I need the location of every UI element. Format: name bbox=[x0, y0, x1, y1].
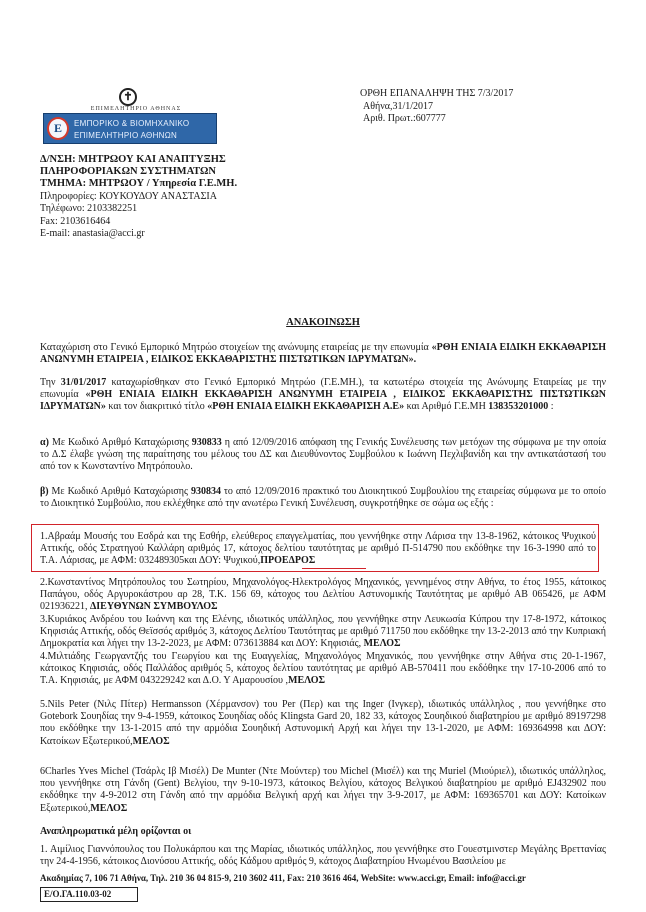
text: Με Κωδικό Αριθμό Καταχώρισης bbox=[48, 437, 192, 448]
item-label: β) bbox=[40, 486, 49, 497]
member-text: 1.Αβραάμ Μουσής του Εσδρά και της Εσθήρ, ελεύθερος επαγγελματίας, που γεννήθηκε στην Λάρισα την 13-8-1962, κάτοικος Ψυχικού Αττικής, οδός Στρατηγού Καλλάρη αριθμός 17, κάτοχος δελτίου ταυτότητας με αριθμό Π-514790 που εκδόθηκε την 16-3-1990 από το Τ.Α. Λάρισας, με ΑΦΜ: 032489305και ΔΟΥ: Ψυχικού, bbox=[40, 531, 596, 567]
paragraph-b bbox=[40, 486, 606, 510]
member-text: 5.Nils Peter (Νιλς Πίτερ) Hermansson (Χέρμανσον) του Per (Περ) και της Inger (Ινγκερ), ιδιωτικός υπάλληλος , που γεννήθηκε στο Gotebork Σουηδίας την 9-4-1959, κάτοικος Σουηδίας οδός Klingsta Gard 20, 182 33, κάτοχος Σουηδικού διαβατηρίου με αριθμό 89197298 που εκδόθηκε την 13-1-2015 από την αρμόδια Σουηδική Αστυνομική Αρχή και λήγει την 13-1-2020, με ΑΦΜ: 169364998 και ΔΟΥ: Κατοίκων Εξωτερικού, bbox=[40, 699, 606, 747]
department-line: Δ/ΝΣΗ: ΜΗΤΡΩΟΥ ΚΑΙ ΑΝΑΠΤΥΞΗΣ bbox=[40, 154, 226, 165]
text: καταχωρίσθηκαν στο Γενικό Εμπορικό Μητρώο (Γ.Ε.ΜΗ.), τα κατωτέρω στοιχεία της Ανώνυμης Εταιρείας με την επωνυμία bbox=[40, 377, 606, 401]
chamber-small-caption: ΕΠΙΜΕΛΗΤΗΡΙΟ ΑΘΗΝΑΣ bbox=[90, 106, 182, 112]
text: το από 12/09/2016 πρακτικό του Διοικητικού Συμβουλίου της εταιρείας σύμφωνα με το οποίο το Διοικητικό Συμβούλιο, που εκλέχθηκε από την ανωτέρω Γενική Συνέλευση, συγκροτήθηκε σε σώμα ως εξής : bbox=[40, 486, 606, 510]
member-2 bbox=[40, 577, 606, 614]
contact-phone: Τηλέφωνο: 2103382251 bbox=[40, 203, 138, 215]
chamber-logo-icon: Ε bbox=[47, 117, 69, 140]
registration-code: 930833 bbox=[191, 437, 222, 448]
gemi-number: 138353201000 bbox=[488, 401, 549, 413]
member-5 bbox=[40, 699, 606, 748]
logo-line-1: ΕΜΠΟΡΙΚΟ & ΒΙΟΜΗΧΑΝΙΚΟ bbox=[74, 119, 190, 128]
member-role: ΜΕΛΟΣ bbox=[90, 802, 128, 814]
protocol-number: Αριθ. Πρωτ.:607777 bbox=[363, 113, 446, 124]
alternate-text: 1. Αιμίλιος Γιαννόπουλος του Πολυκάρπου και της Μαρίας, ιδιωτικός υπάλληλος, που γεννήθηκε στο Γουεστμινστερ Μεγάλης Βρεττανίας την 24-4-1956, κάτοικος Διονύσου Αττικής, οδός Κάδμου αριθμός 9, κάτοχος Διαβατηρίου Ηνωμένου Βασιλείου με bbox=[40, 844, 606, 868]
contact-fax: Fax: 2103616464 bbox=[40, 215, 111, 227]
member-role: ΠΡΟΕΔΡΟΣ bbox=[260, 555, 316, 567]
state-emblem-icon: ✝ bbox=[119, 88, 137, 106]
intro-paragraph bbox=[40, 342, 606, 366]
alternates-title: Αναπληρωματικά μέλη ορίζονται οι bbox=[40, 826, 192, 837]
contact-block bbox=[40, 191, 300, 240]
logo-line-2: ΕΠΙΜΕΛΗΤΗΡΙΟ ΑΘΗΝΩΝ bbox=[74, 131, 178, 140]
document-code: Ε/Ο.ΓΑ.110.03-02 bbox=[40, 887, 138, 902]
text: και Αριθμό Γ.Ε.ΜΗ bbox=[404, 401, 489, 413]
highlight-underline bbox=[302, 568, 366, 569]
alternates-heading bbox=[40, 826, 606, 838]
member-role: ΜΕΛΟΣ bbox=[363, 638, 401, 650]
registration-code: 930834 bbox=[190, 486, 221, 497]
text: Την bbox=[40, 377, 61, 388]
member-text: 3.Κυριάκος Ανδρέου του Ιωάννη και της Ελένης, ιδιωτικός υπάλληλος, που γεννήθηκε στην Λευκωσία Κύπρου την 17-8-1972, κάτοικος Κηφισιάς Αττικής, οδός Θεϊσσός αριθμός 3, κάτοχος Δελτίου Ταυτότητας με αριθμό 711750 που εκδόθηκε την 13-2-2013 από την Κυπριακή Δημοκρατία και λήγει την 13-2-2023, με ΑΦΜ: 073613884 και ΔΟΥ: Κηφισιάς, bbox=[40, 614, 606, 650]
alternate-1 bbox=[40, 844, 606, 868]
company-name: «ΡΘΗ ΕΝΙΑΙΑ ΕΙΔΙΚΗ ΕΚΚΑΘΑΡΙΣΗ ΑΝΩΝΥΜΗ ΕΤΑΙΡΕΙΑ , ΕΙΔΙΚΟΣ ΕΚΚΑΘΑΡΙΣΤΗΣ ΠΙΣΤΩΤΙΚΩΝ ΙΔΡΥΜΑΤΩΝ». bbox=[40, 342, 607, 366]
reference-block bbox=[360, 88, 610, 126]
member-role: ΜΕΛΟΣ bbox=[132, 735, 170, 747]
member-3 bbox=[40, 614, 606, 651]
intro-text: Καταχώριση στο Γενικό Εμπορικό Μητρώο στοιχείων της ανώνυμης εταιρείας με την επωνυμία bbox=[40, 342, 432, 353]
member-6 bbox=[40, 766, 606, 815]
footer-address: Ακαδημίας 7, 106 71 Αθήνα, Τηλ. 210 36 04 815-9, 210 3602 411, Fax: 210 3616 464, WebSite: www.acci.gr, Email: info@acci.gr bbox=[40, 873, 526, 883]
company-name: «ΡΘΗ ΕΝΙΑΙΑ ΕΙΔΙΚΗ ΕΚΚΑΘΑΡΙΣΗ ΑΝΩΝΥΜΗ ΕΤΑΙΡΕΙΑ , ΕΙΔΙΚΟΣ ΕΚΚΑΘΑΡΙΣΤΗΣ ΠΙΣΤΩΤΙΚΩΝ ΙΔΡΥΜΑΤΩΝ» bbox=[40, 389, 607, 413]
department-line: ΤΜΗΜΑ: ΜΗΤΡΩΟΥ / Υπηρεσία Γ.Ε.ΜΗ. bbox=[40, 178, 238, 189]
chamber-logo bbox=[43, 113, 217, 144]
text: : bbox=[548, 401, 554, 413]
member-text: 2.Κωνσταντίνος Μητρόπουλος του Σωτηρίου, Μηχανολόγος-Ηλεκτρολόγος Μηχανικός, γεννημένος στην Αθήνα, το έτος 1955, κάτοικος Παπάγου, οδός Αργυροκάστρου αρ 28, Τ.Κ. 156 69, κάτοχος του Δελτίου Αστυνομικής Ταυτότητας με αριθμό ΑΒ 065426, με ΑΦΜ 021936221, bbox=[40, 577, 606, 613]
member-text: 4.Μιλτιάδης Γεωργαντζής του Γεωργίου και της Ευαγγελίας, Μηχανολόγος Μηχανικός, που γεννήθηκε στην Αθήνα στις 20-1-1967, κάτοικος Κηφισιάς, οδός Παλλάδος αριθμός 5, κάτοχος δελτίου ταυτότητας με αριθμό ΑΒ-570411 που εκδόθηκε την 17-10-2006 από το Τ.Α. Κηφισιάς, με ΑΦΜ 043229242 και Δ.Ο. Υ Αμαρουσίου , bbox=[40, 651, 606, 687]
member-4 bbox=[40, 651, 606, 688]
text: και τον διακριτικό τίτλο bbox=[105, 401, 208, 413]
registration-paragraph bbox=[40, 377, 606, 414]
distinctive-title: «ΡΘΗ ΕΝΙΑΙΑ ΕΙΔΙΚΗ ΕΚΚΑΘΑΡΙΣΗ Α.Ε» bbox=[207, 401, 405, 413]
correction-notice: ΟΡΘΗ ΕΠΑΝΑΛΗΨΗ ΤΗΣ 7/3/2017 bbox=[360, 88, 514, 99]
text: η από 12/09/2016 απόφαση της Γενικής Συνέλευσης των μετόχων της σύμφωνα με την οποία το Δ.Σ έλαβε γνώση της παραίτησης του μέλους του ΔΣ και Διευθύνοντος Συμβούλου κ Ιωάννη Πεχλιβανίδη και την αντικατάστασή του από τον κ Κωνσταντίνο Μητρόπουλο. bbox=[40, 437, 607, 473]
member-text: 6Charles Yves Michel (Τσάρλς Ιβ Μισέλ) De Munter (Ντε Μούντερ) του Michel (Μισέλ) και της Muriel (Μιούριελ), ιδιωτικός υπάλληλος, που γεννήθηκε στη Γάνδη (Gent) Βελγίου, την 9-10-1973, κάτοικος Βελγίου, κάτοχος Βελγικού διαβατηρίου με αριθμό EJ432902 που εκδόθηκε την 4-9-2012 στη Γάνδη από την αρμόδια Βελγική αρχή και λήγει την 3-9-2017, με ΑΦΜ: 169365701 και ΔΟΥ: Κατοίκων Εξωτερικού, bbox=[40, 766, 606, 814]
item-label: α) bbox=[40, 437, 49, 448]
registration-date: 31/01/2017 bbox=[60, 377, 107, 388]
place-date: Αθήνα,31/1/2017 bbox=[363, 100, 434, 112]
member-role: ΔΙΕΥΘΥΝΩΝ ΣΥΜΒΟΥΛΟΣ bbox=[90, 601, 218, 613]
paragraph-a bbox=[40, 437, 606, 474]
department-line: ΠΛΗΡΟΦΟΡΙΑΚΩΝ ΣΥΣΤΗΜΑΤΩΝ bbox=[40, 166, 216, 177]
member-1 bbox=[40, 531, 596, 568]
announcement-title: ΑΝΑΚΟΙΝΩΣΗ bbox=[286, 317, 360, 328]
department-block bbox=[40, 154, 300, 190]
contact-email: E-mail: anastasia@acci.gr bbox=[40, 227, 145, 239]
member-role: ΜΕΛΟΣ bbox=[288, 675, 326, 687]
contact-person: Πληροφορίες: ΚΟΥΚΟΥΔΟΥ ΑΝΑΣΤΑΣΙΑ bbox=[40, 191, 217, 202]
text: Με Κωδικό Αριθμό Καταχώρισης bbox=[48, 486, 191, 497]
